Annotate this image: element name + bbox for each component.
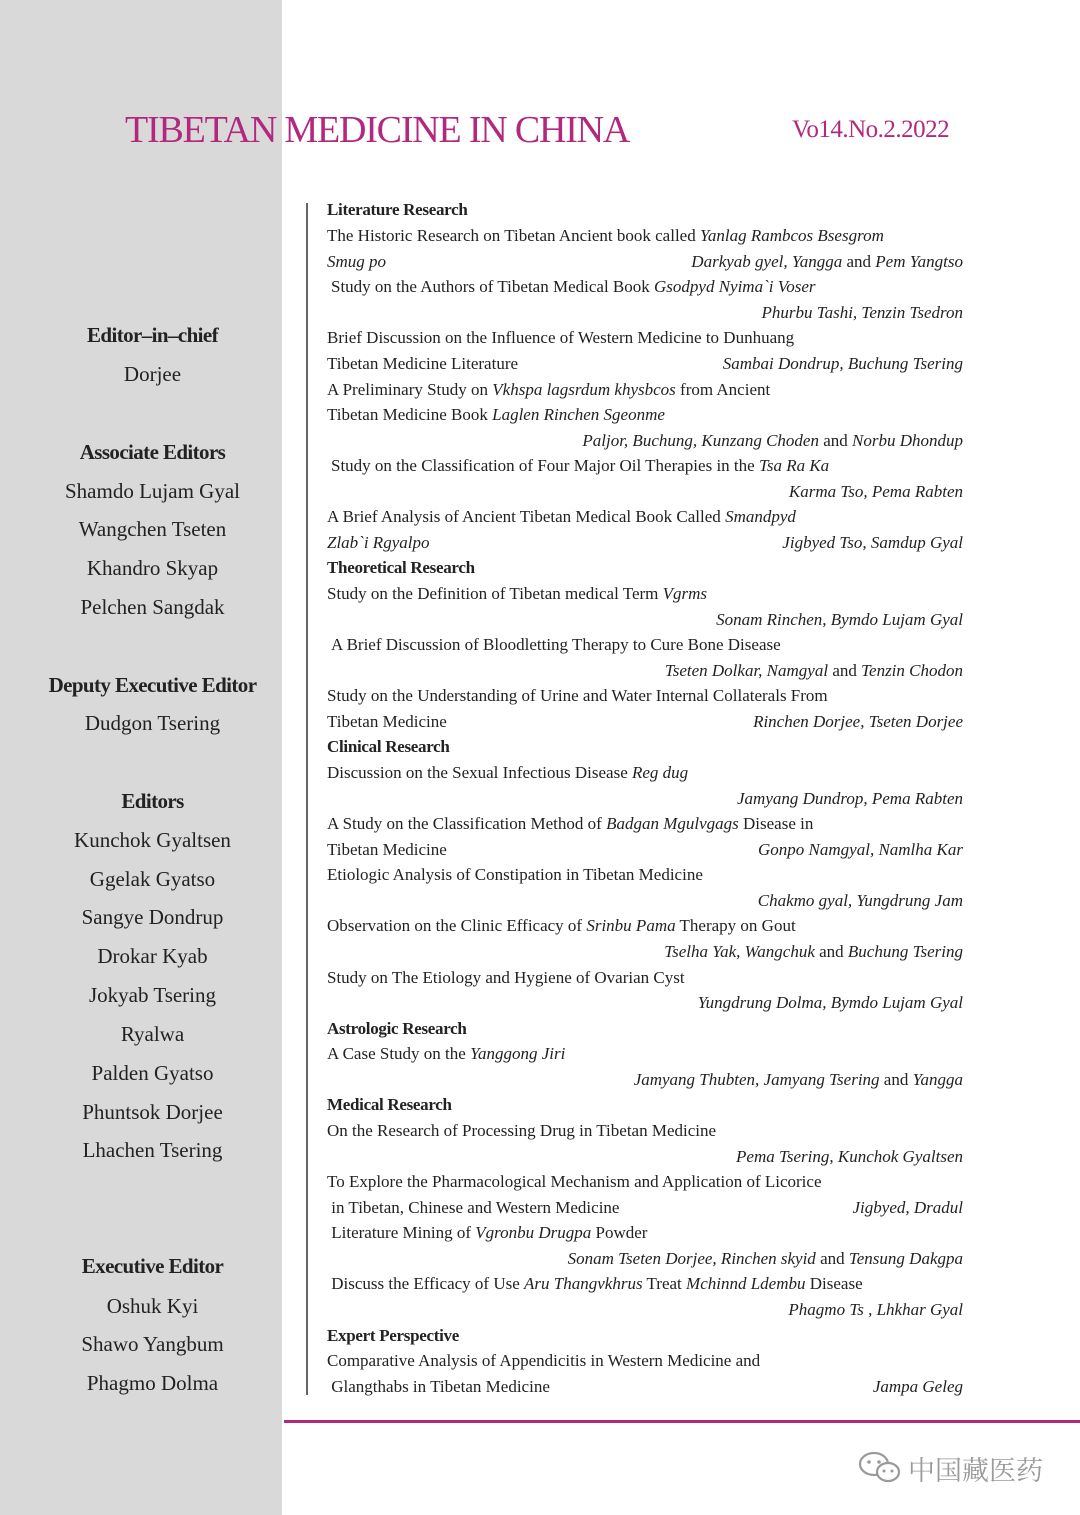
toc-entry-authors: Tselha Yak, Wangchuk and Buchung Tsering [664,942,963,961]
toc-entry-authors: Pema Tsering, Kunchok Gyaltsen [736,1147,963,1166]
toc-entry-title: Study on the Understanding of Urine and Water Internal Collaterals From [327,686,828,705]
toc-entry-title: Literature Mining of Vgronbu Drugpa Powder [327,1223,648,1242]
toc-entry-authors: Phagmo Ts , Lhkhar Gyal [788,1300,963,1319]
toc-entry-title: Comparative Analysis of Appendicitis in Western Medicine and [327,1351,761,1370]
editor-in-chief-name: Dorjee [123,362,182,386]
toc-vertical-rule [306,203,308,1395]
editors-heading: Editors [121,789,184,813]
toc-entry-authors: Rinchen Dorjee, Tseten Dorjee [753,712,963,731]
toc-entry-title: Smug po Darkyab gyel, Yangga and Pem Yangtso [327,249,963,275]
toc-entry-title: Study on the Definition of Tibetan medical Term Vgrms [327,584,708,603]
editor-name: Ggelak Gyatso [89,867,216,891]
toc-entry-authors: Gonpo Namgyal, Namlha Kar [758,840,963,859]
associate-editor: Shamdo Lujam Gyal [65,479,240,503]
toc-entry-title: On the Research of Processing Drug in Tibetan Medicine [327,1121,717,1140]
toc-entry-title: Brief Discussion on the Influence of Western Medicine to Dunhuang [327,328,795,347]
toc-entry-authors: Phurbu Tashi, Tenzin Tsedron [761,303,963,322]
executive-editor-heading: Executive Editor [81,1254,224,1278]
toc-entry-authors: Tseten Dolkar, Namgyal and Tenzin Chodon [664,661,963,680]
deputy-editor-heading: Deputy Executive Editor [48,673,257,697]
toc-entry-title: Discuss the Efficacy of Use Aru Thangvkhrus Treat Mchinnd Ldembu Disease [327,1274,863,1293]
editor-name: Jokyab Tsering [88,983,217,1007]
toc-entry-title: in Tibetan, Chinese and Western Medicine Jigbyed, Dradul [327,1195,963,1221]
watermark [858,1446,1058,1486]
toc-entry-authors: Jamyang Dundrop, Pema Rabten [737,789,963,808]
toc-entry-title: Etiologic Analysis of Constipation in Tibetan Medicine [327,865,703,884]
toc-entry-title: Zlab`i Rgyalpo Jigbyed Tso, Samdup Gyal [327,530,963,556]
toc-entry-authors: Yungdrung Dolma, Bymdo Lujam Gyal [697,993,963,1012]
section-heading-literature: Literature Research [327,200,468,219]
associate-editor: Khandro Skyap [86,556,219,580]
toc-entry-title: Tibetan Medicine Rinchen Dorjee, Tseten Dorjee [327,709,963,735]
toc-entry-authors: Jigbyed Tso, Samdup Gyal [782,533,963,552]
bottom-rule [284,1420,1080,1423]
toc-entry-title: Study on the Classification of Four Major Oil Therapies in the Tsa Ra Ka [331,456,830,475]
editor-name: Sangye Dondrup [81,905,224,929]
toc-entry-authors: Chakmo gyal, Yungdrung Jam [757,891,963,910]
toc-entry-title: A Preliminary Study on Vkhspa lagsrdum khysbcos from Ancient [327,380,771,399]
editorial-sidebar [0,0,282,1515]
executive-editor-name: Shawo Yangbum [81,1332,224,1356]
toc-entry-authors: Sambai Dondrup, Buchung Tsering [722,354,963,373]
toc-entry-authors: Karma Tso, Pema Rabten [788,482,963,501]
associate-editor: Pelchen Sangdak [80,595,225,619]
toc-entry-authors: Jampa Geleg [872,1377,963,1396]
section-heading-expert: Expert Perspective [327,1326,459,1345]
toc-entry-title: Discussion on the Sexual Infectious Disease Reg dug [327,763,689,782]
editor-name: Phuntsok Dorjee [82,1100,223,1124]
section-heading-astrologic: Astrologic Research [327,1019,467,1038]
toc-entry-authors: Paljor, Buchung, Kunzang Choden and Norbu Dhondup [582,431,963,450]
editor-name: Ryalwa [120,1022,185,1046]
toc-entry-title: A Case Study on the Yanggong Jiri [327,1044,566,1063]
editor-in-chief-heading: Editor–in–chief [87,323,218,347]
editor-name: Palden Gyatso [91,1061,214,1085]
deputy-editor-name: Dudgon Tsering [84,711,221,735]
editor-name: Kunchok Gyaltsen [74,828,231,852]
toc-entry-title: A Brief Analysis of Ancient Tibetan Medical Book Called Smandpyd [327,507,796,526]
toc-entry-title: A Study on the Classification Method of Badgan Mgulvgags Disease in [327,814,814,833]
toc-entry-authors: Darkyab gyel, Yangga and Pem Yangtso [691,252,963,271]
section-heading-theoretical: Theoretical Research [327,558,475,577]
toc-entry-title: A Brief Discussion of Bloodletting Therapy to Cure Bone Disease [331,635,781,654]
toc-entry-title: Observation on the Clinic Efficacy of Srinbu Pama Therapy on Gout [327,916,796,935]
toc-entry-title: Tibetan Medicine Gonpo Namgyal, Namlha Kar [327,837,963,863]
wechat-icon [858,1450,902,1484]
associate-editors-heading: Associate Editors [79,440,226,464]
toc-entry-title: Tibetan Medicine Book Laglen Rinchen Sgeonme [327,405,665,424]
section-heading-medical: Medical Research [327,1095,452,1114]
toc-entry-title: Tibetan Medicine Literature Sambai Dondrup, Buchung Tsering [327,351,963,377]
editor-name: Drokar Kyab [97,944,208,968]
section-heading-clinical: Clinical Research [327,737,450,756]
toc-entry-authors: Sonam Tseten Dorjee, Rinchen skyid and Tensung Dakgpa [567,1249,963,1268]
toc-entry-title: Glangthabs in Tibetan Medicine Jampa Geleg [327,1374,963,1400]
journal-title: TIBETAN MEDICINE IN CHINA [125,109,630,151]
executive-editor-name: Oshuk Kyi [106,1294,199,1318]
toc-entry-title: The Historic Research on Tibetan Ancient book called Yanlag Rambcos Bsesgrom [327,226,884,245]
toc-entry-title: Study on the Authors of Tibetan Medical Book Gsodpyd Nyima`i Voser [331,277,816,296]
toc-entry-authors: Jigbyed, Dradul [852,1198,963,1217]
toc-entry-authors: Sonam Rinchen, Bymdo Lujam Gyal [716,610,963,629]
executive-editor-name: Phagmo Dolma [86,1371,219,1395]
toc-entry-title: Study on The Etiology and Hygiene of Ovarian Cyst [327,968,685,987]
toc-entry-authors: Jamyang Thubten, Jamyang Tsering and Yangga [633,1070,963,1089]
associate-editor: Wangchen Tseten [78,517,227,541]
toc-entry-title: To Explore the Pharmacological Mechanism and Application of Licorice [327,1172,822,1191]
editor-name: Lhachen Tsering [82,1138,223,1162]
watermark-text: 中国藏医药 [908,1456,1043,1487]
volume-number: Vo14.No.2.2022 [792,116,950,143]
